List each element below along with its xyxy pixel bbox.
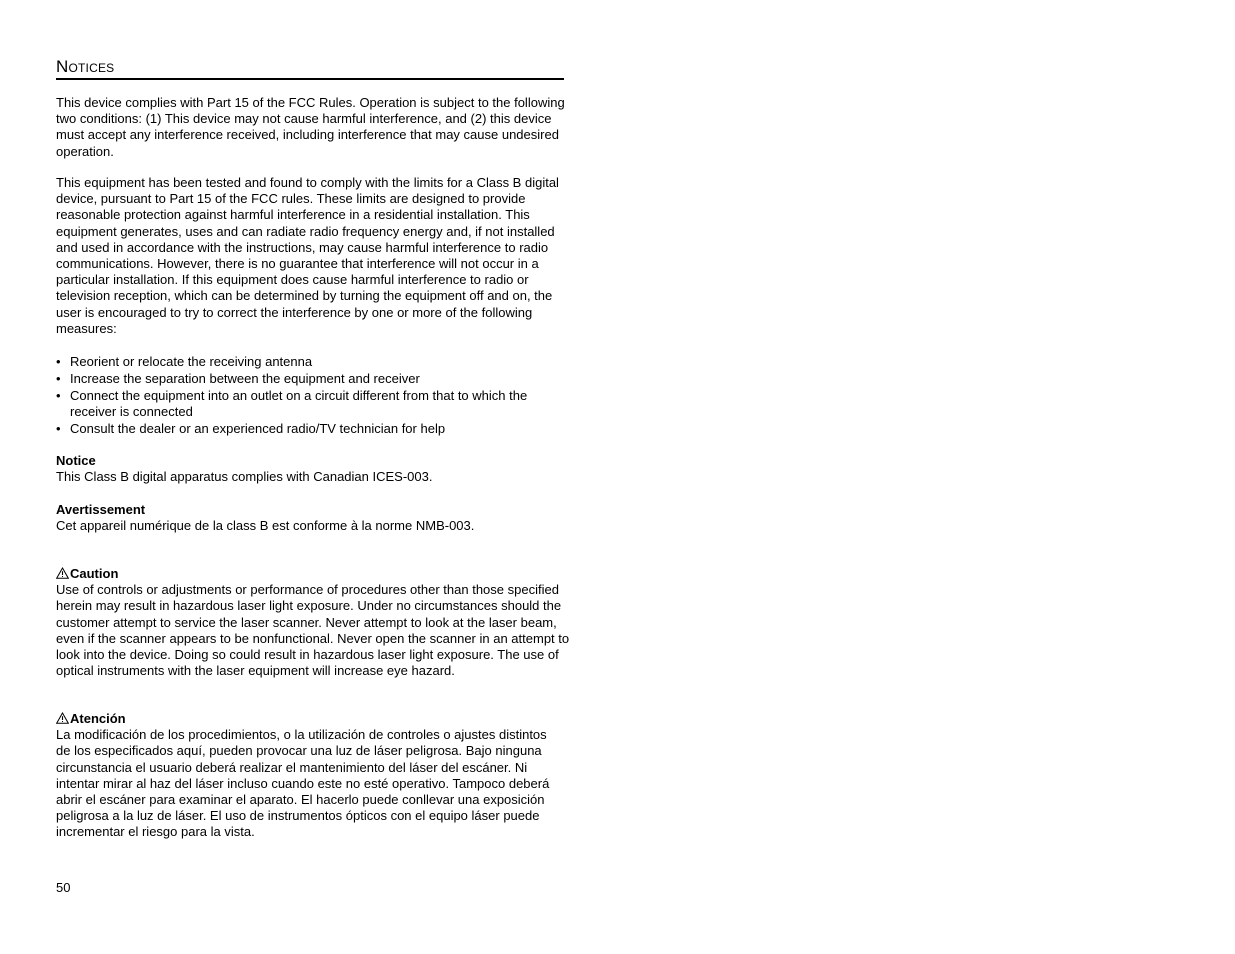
caution-title: Caution: [70, 566, 119, 581]
page-number: 50: [56, 880, 71, 895]
fcc-paragraph-1: [56, 95, 570, 160]
list-item-text: Connect the equipment into an outlet on a circuit different from that to which the receiver is connected: [70, 388, 528, 420]
fcc-paragraph-2: [56, 175, 564, 337]
list-item-text: Reorient or relocate the receiving antenna: [70, 354, 313, 369]
atencion-section: [56, 711, 561, 841]
list-item: [56, 354, 540, 370]
list-item-text: Increase the separation between the equipment and receiver: [70, 371, 420, 386]
caution-text: Use of controls or adjustments or performance of procedures other than those specified herein may result in hazardous laser light exposure. Under no circumstances should the customer attempt to service the laser scanner. Never attempt to look at the laser beam, even if the scanner appears to be nonfunctional. Never open the scanner in an attempt to look into the device. Doing so could result in hazardous laser light exposure. The use of optical instruments with the laser equipment will increase eye hazard.: [56, 582, 570, 679]
notice-title: Notice: [56, 453, 96, 468]
avertissement-section: [56, 502, 570, 534]
avertissement-title: Avertissement: [56, 502, 146, 517]
fcc-compliance-text: This device complies with Part 15 of the FCC Rules. Operation is subject to the following two conditions: (1) This device may not cause harmful interference, and (2) this device must accept any interference received, including interference that may cause undesired operation.: [56, 95, 565, 159]
measures-list: [56, 354, 570, 438]
list-item: [56, 371, 540, 387]
warning-triangle-icon: [56, 567, 69, 579]
warning-triangle-icon: [56, 712, 69, 724]
measures-bullets: [56, 354, 570, 437]
bullet-icon: •: [56, 388, 61, 403]
fcc-equipment-text: This equipment has been tested and found to comply with the limits for a Class B digital device, pursuant to Part 15 of the FCC rules. These limits are designed to provide reasonable protection against harmful interference in a residential installation. This equipment generates, uses and can radiate radio frequency energy and, if not installed and used in accordance with the instructions, may cause harmful interference to radio communications. However, there is no guarantee that interference will not occur in a particular installation. If this equipment does cause harmful interference to radio or television reception, which can be determined by turning the equipment off and on, the user is encouraged to try to correct the interference by one or more of the following measures:: [56, 175, 559, 336]
list-item: [56, 421, 540, 437]
bullet-icon: •: [56, 421, 61, 437]
caution-title-line: [56, 566, 570, 582]
bullet-icon: •: [56, 354, 61, 369]
list-item: [56, 388, 545, 420]
atencion-title: Atención: [70, 711, 126, 726]
atencion-title-line: [56, 711, 561, 727]
avertissement-text: Cet appareil numérique de la class B est conforme à la norme NMB-003.: [56, 518, 475, 534]
bullet-icon: •: [56, 371, 61, 386]
notice-text: This Class B digital apparatus complies with Canadian ICES-003.: [56, 469, 433, 485]
list-item-text: Consult the dealer or an experienced radio/TV technician for help: [70, 421, 446, 437]
atencion-text: La modificación de los procedimientos, o la utilización de controles o ajustes distintos de los especificados aquí, pueden provocar una luz de láser peligrosa. Bajo ninguna circunstancia el usuario deberá realizar el mantenimiento del láser del escáner. Ni intentar mirar al haz del láser incluso cuando este no esté operativo. Tampoco deberá abrir el escáner para examinar el aparato. El hacerlo puede conllevar una exposición peligrosa a la luz de láser. El uso de instrumentos ópticos con el equipo láser puede incrementar el riesgo para la vista.: [56, 727, 550, 840]
notice-section: [56, 453, 570, 485]
caution-section: [56, 566, 570, 679]
section-heading: Notices: [56, 57, 564, 80]
